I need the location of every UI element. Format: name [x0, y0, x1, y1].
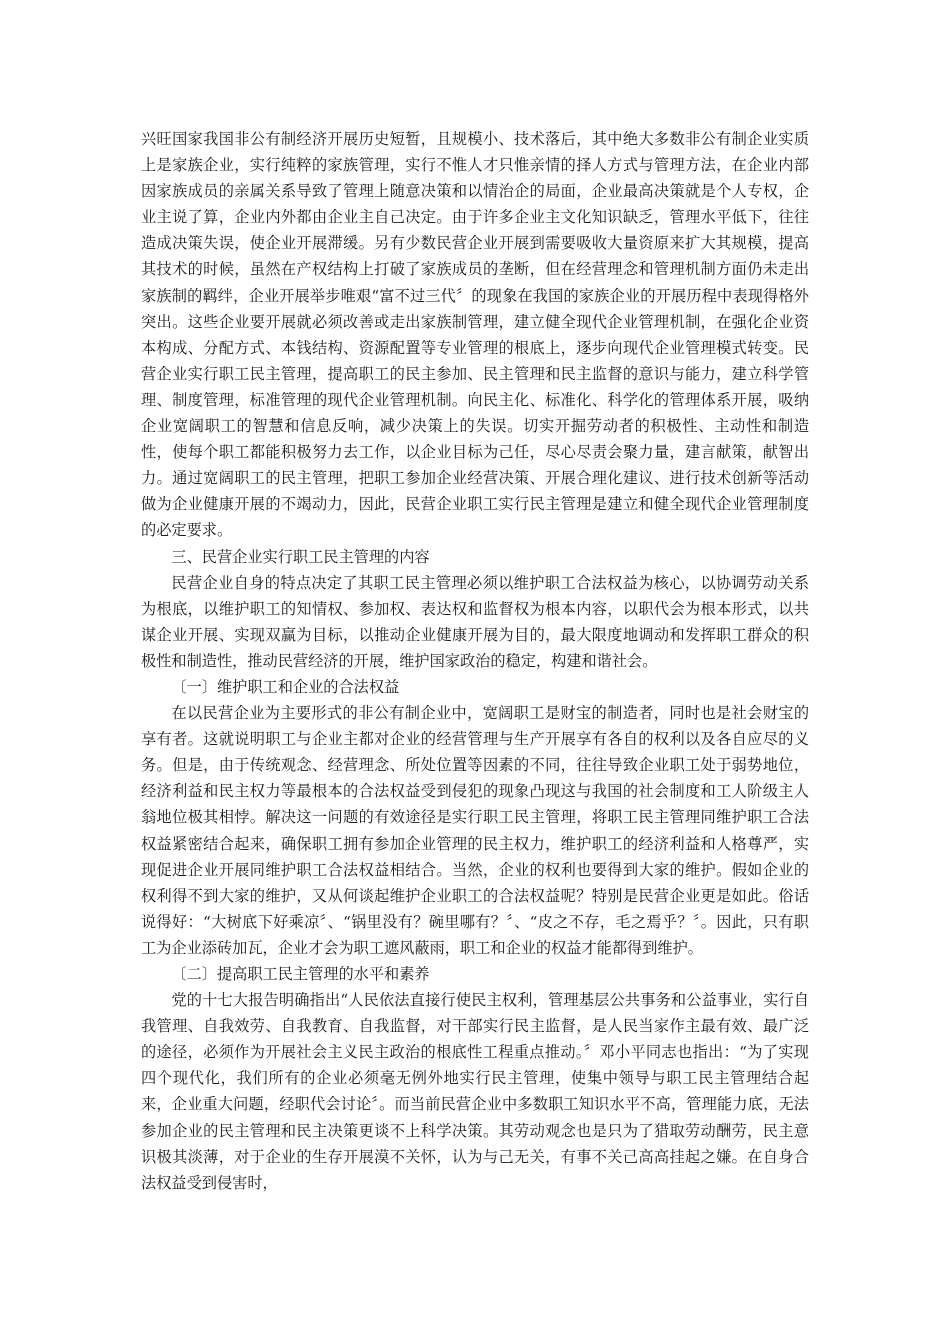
subsection-heading: 〔一〕维护职工和企业的合法权益 [171, 677, 400, 696]
subsection-heading: 〔二〕提高职工民主管理的水平和素养 [171, 965, 430, 983]
section-heading: 三、民营企业实行职工民主管理的内容 [171, 547, 430, 566]
body-paragraph: 兴旺国家我国非公有制经济开展历史短暂，且规模小、技术落后，其中绝大多数非公有制企业实质上是家族企业，实行纯粹的家族管理，实行不惟人才只惟亲情的择人方式与管理方法，在企业内部因家族成员的亲属关系导致了管理上随意决策和以情治企的局面，企业最高决策就是个人专权，企业主说了算，企业内外都由企业主自己决定。由于许多企业主文化知识缺乏，管理水平低下，往往造成决策失误，使企业开展滞缓。另有少数民营企业开展到需要吸收大量资原来扩大其规模，提高其技术的时候，虽然在产权结构上打破了家族成员的垄断，但在经营理念和管理机制方面仍未走出家族制的羁绊，企业开展举步唯艰“富不过三代〞的现象在我国的家族企业的开展历程中表现得格外突出。这些企业要开展就必须改善或走出家族制管理，建立健全现代企业管理机制，在强化企业资本构成、分配方式、本钱结构、资源配置等专业管理的根底上，逐步向现代企业管理模式转变。民营企业实行职工民主管理，提高职工的民主参加、民主管理和民主监督的意识与能力，建立科学管理、制度管理，标准管理的现代企业管理机制。向民主化、标准化、科学化的管理体系开展，吸纳企业宽阔职工的智慧和信息反响，减少决策上的失误。切实开掘劳动者的积极性、主动性和制造性，使每个职工都能积极努力去工作，以企业目标为己任，尽心尽责会聚力量，建言献策，献智出力。通过宽阔职工的民主管理，把职工参加企业经营决策、开展合理化建议、进行技术创新等活动做为企业健康开展的不竭动力，因此，民营企业职工实行民主管理是建立和健全现代企业管理制度的必定要求。 [141, 130, 809, 540]
document-page [141, 126, 809, 1196]
body-paragraph: 民营企业自身的特点决定了其职工民主管理必须以维护职工合法权益为核心，以协调劳动关系为根底，以维护职工的知情权、参加权、表达权和监督权为根本内容，以职代会为根本形式，以共谋企业开展、实现双赢为目标，以推动企业健康开展为目的，最大限度地调动和发挥职工群众的积极性和制造性，推动民营经济的开展，维护国家政治的稳定，构建和谐社会。 [141, 573, 809, 670]
body-paragraph: 在以民营企业为主要形式的非公有制企业中，宽阔职工是财宝的制造者，同时也是社会财宝的享有者。这就说明职工与企业主都对企业的经营管理与生产开展享有各自的权利以及各自应尽的义务。但是，由于传统观念、经营理念、所处位置等因素的不同，往往导致企业职工处于弱势地位，经济利益和民主权力等最根本的合法权益受到侵犯的现象凸现这与我国的社会制度和工人阶级主人翁地位极其相悖。解决这一问题的有效途径是实行职工民主管理，将职工民主管理同维护职工合法权益紧密结合起来，确保职工拥有参加企业管理的民主权力，维护职工的经济利益和人格尊严，实现促进企业开展同维护职工合法权益相结合。当然，企业的权利也要得到大家的维护。假如企业的权利得不到大家的维护，又从何谈起维护企业职工的合法权益呢？特别是民营企业更是如此。俗话说得好：“大树底下好乘凉〞、“锅里没有？碗里哪有？〞、“皮之不存，毛之焉乎？〞。因此，只有职工为企业添砖加瓦，企业才会为职工遮风蔽雨，职工和企业的权益才能都得到维护。 [141, 704, 809, 957]
body-paragraph: 党的十七大报告明确指出“人民依法直接行使民主权利，管理基层公共事务和公益事业，实行自我管理、自我效劳、自我教育、自我监督，对干部实行民主监督，是人民当家作主最有效、最广泛的途径，必须作为开展社会主义民主政治的根底性工程重点推动。〞邓小平同志也指出：“为了实现四个现代化，我们所有的企业必须毫无例外地实行民主管理，使集中领导与职工民主管理结合起来，企业重大问题，经职代会讨论〞。而当前民营企业中多数职工知识水平不高，管理能力底，无法参加企业的民主管理和民主决策更谈不上科学决策。其劳动观念也是只为了猎取劳动酬劳，民主意识极其淡薄，对于企业的生存开展漠不关怀，认为与己无关，有事不关己高高挂起之嫌。在自身合法权益受到侵害时， [141, 991, 809, 1192]
